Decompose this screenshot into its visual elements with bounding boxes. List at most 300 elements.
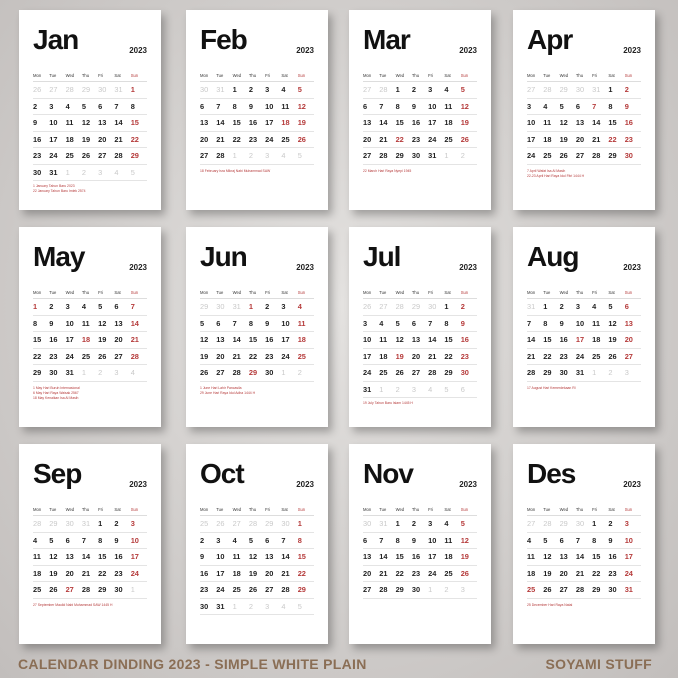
- day-cell: 7: [114, 101, 119, 111]
- weekday-label: Tue: [216, 73, 224, 78]
- weekday-header: [200, 504, 314, 516]
- day-cell: 17: [65, 335, 74, 345]
- day-cell: 28: [592, 151, 601, 161]
- day-cell: 27: [200, 151, 209, 161]
- weekday-label: Sun: [130, 507, 139, 512]
- day-cell: 15: [395, 118, 404, 128]
- day-cell: 29: [559, 519, 568, 529]
- day-cell: 10: [575, 318, 585, 328]
- month-year: 2023: [623, 480, 641, 489]
- weekday-label: Fri: [592, 73, 598, 78]
- weekday-label: Tue: [49, 290, 57, 295]
- day-cell: 1: [232, 85, 237, 95]
- day-cell: 27: [98, 151, 107, 161]
- day-cell: 31: [527, 302, 536, 312]
- week-row: [200, 299, 314, 316]
- weekday-label: Tue: [543, 507, 551, 512]
- week-row: [33, 99, 147, 116]
- weekday-label: Fri: [428, 507, 434, 512]
- day-cell: 13: [216, 335, 225, 345]
- day-cell: 28: [543, 519, 552, 529]
- day-cell: 12: [460, 101, 469, 111]
- day-cell: 28: [395, 302, 404, 312]
- week-row: [527, 99, 641, 116]
- day-cell: 8: [98, 535, 103, 545]
- day-cell: 31: [575, 368, 585, 378]
- day-cell: 1: [543, 302, 548, 312]
- day-cell: 19: [200, 351, 209, 361]
- day-cell: 19: [543, 568, 552, 578]
- month-name: Jan: [33, 24, 79, 55]
- week-row: [200, 599, 314, 616]
- weekday-label: Tue: [379, 290, 387, 295]
- day-cell: 2: [200, 535, 205, 545]
- day-cell: 3: [281, 302, 286, 312]
- weekday-label: Sat: [114, 290, 121, 295]
- month-days-grid: [33, 287, 147, 382]
- day-cell: 23: [411, 134, 421, 144]
- day-cell: 10: [130, 535, 139, 545]
- day-cell: 6: [575, 101, 580, 111]
- day-cell: 27: [527, 85, 536, 95]
- month-card-jun: [186, 227, 328, 427]
- month-year: 2023: [296, 46, 314, 55]
- day-cell: 5: [49, 535, 54, 545]
- day-cell: 7: [527, 318, 532, 328]
- weekday-label: Fri: [592, 290, 598, 295]
- weekday-label: Wed: [232, 290, 242, 295]
- day-cell: 31: [428, 151, 437, 161]
- week-row: [33, 533, 147, 550]
- day-cell: 2: [608, 519, 613, 529]
- day-cell: 8: [543, 318, 548, 328]
- weekday-label: Sat: [281, 73, 288, 78]
- day-cell: 29: [81, 85, 91, 95]
- weekday-label: Thu: [575, 507, 584, 512]
- month-name: Mar: [363, 24, 410, 55]
- week-row: [33, 82, 147, 99]
- day-cell: 25: [592, 351, 601, 361]
- month-card-oct: [186, 444, 328, 644]
- month-name: Aug: [527, 241, 579, 272]
- day-cell: 25: [81, 351, 91, 361]
- day-cell: 22: [297, 568, 306, 578]
- day-cell: 12: [460, 535, 469, 545]
- day-cell: 12: [81, 118, 91, 128]
- week-row: [363, 516, 477, 533]
- day-cell: 24: [130, 568, 139, 578]
- day-cell: 4: [114, 167, 119, 177]
- weekday-label: Sun: [460, 73, 469, 78]
- day-cell: 21: [379, 134, 388, 144]
- day-cell: 28: [379, 585, 388, 595]
- day-cell: 28: [216, 151, 225, 161]
- day-cell: 26: [608, 351, 617, 361]
- day-cell: 2: [297, 368, 302, 378]
- weekday-label: Thu: [575, 290, 584, 295]
- day-cell: 5: [460, 85, 465, 95]
- month-days-grid: [527, 504, 641, 599]
- month-card-apr: [513, 10, 655, 210]
- day-cell: 4: [527, 535, 532, 545]
- day-cell: 30: [559, 368, 568, 378]
- week-row: [33, 316, 147, 333]
- weekday-label: Sun: [130, 73, 139, 78]
- day-cell: 7: [575, 535, 580, 545]
- day-cell: 6: [363, 535, 368, 545]
- day-cell: 19: [559, 134, 568, 144]
- day-cell: 25: [543, 151, 552, 161]
- day-cell: 6: [363, 101, 368, 111]
- day-cell: 10: [527, 118, 536, 128]
- weekday-label: Wed: [559, 73, 569, 78]
- day-cell: 5: [444, 384, 449, 394]
- day-cell: 24: [575, 351, 585, 361]
- day-cell: 9: [411, 535, 416, 545]
- day-cell: 22: [33, 351, 42, 361]
- day-cell: 13: [363, 118, 372, 128]
- day-cell: 30: [411, 585, 421, 595]
- day-cell: 21: [592, 134, 601, 144]
- day-cell: 1: [592, 368, 597, 378]
- week-row: [200, 516, 314, 533]
- day-cell: 22: [444, 351, 453, 361]
- day-cell: 14: [428, 335, 437, 345]
- day-cell: 2: [411, 519, 416, 529]
- day-cell: 22: [395, 134, 404, 144]
- day-cell: 25: [527, 585, 536, 595]
- week-row: [200, 533, 314, 550]
- month-name: Feb: [200, 24, 247, 55]
- day-cell: 6: [65, 535, 70, 545]
- week-row: [33, 566, 147, 583]
- day-cell: 14: [379, 552, 388, 562]
- weekday-label: Mon: [363, 507, 372, 512]
- weekday-label: Mon: [200, 290, 209, 295]
- day-cell: 11: [232, 552, 241, 562]
- day-cell: 27: [49, 85, 58, 95]
- day-cell: 10: [281, 318, 290, 328]
- day-cell: 8: [608, 101, 613, 111]
- week-row: [363, 132, 477, 149]
- day-cell: 26: [248, 585, 258, 595]
- day-cell: 28: [130, 351, 139, 361]
- week-row: [363, 365, 477, 382]
- weekday-label: Thu: [411, 73, 420, 78]
- day-cell: 11: [444, 101, 453, 111]
- day-cell: 11: [379, 335, 388, 345]
- weekday-label: Fri: [265, 73, 271, 78]
- weekday-header: [200, 70, 314, 82]
- day-cell: 1: [65, 167, 70, 177]
- month-days-grid: [527, 70, 641, 165]
- day-cell: 26: [49, 585, 58, 595]
- month-year: 2023: [459, 480, 477, 489]
- month-days-grid: [363, 287, 477, 398]
- day-cell: 20: [559, 568, 568, 578]
- day-cell: 17: [575, 335, 585, 345]
- weekday-label: Mon: [200, 73, 209, 78]
- day-cell: 27: [114, 351, 123, 361]
- day-cell: 18: [444, 552, 453, 562]
- weekday-label: Wed: [395, 290, 405, 295]
- day-cell: 11: [297, 318, 306, 328]
- day-cell: 24: [363, 368, 372, 378]
- day-cell: 18: [444, 118, 453, 128]
- holiday-note: 29 June Hari Raya Idul Adha 1444 H: [200, 390, 256, 395]
- day-cell: 31: [379, 519, 388, 529]
- day-cell: 7: [592, 101, 597, 111]
- holiday-note: 7 April Wafat Isa Al Masih: [527, 168, 566, 173]
- day-cell: 1: [281, 368, 286, 378]
- day-cell: 25: [65, 151, 74, 161]
- day-cell: 5: [248, 535, 253, 545]
- day-cell: 18: [232, 568, 241, 578]
- weekday-label: Tue: [379, 73, 387, 78]
- day-cell: 22: [543, 351, 552, 361]
- weekday-label: Mon: [363, 73, 372, 78]
- day-cell: 9: [411, 101, 416, 111]
- day-cell: 29: [592, 585, 601, 595]
- day-cell: 29: [395, 585, 404, 595]
- day-cell: 31: [81, 519, 91, 529]
- holiday-note: 1 January Tahun Baru 2023: [33, 184, 75, 188]
- weekday-label: Wed: [232, 507, 242, 512]
- weekday-label: Fri: [98, 290, 104, 295]
- day-cell: 28: [543, 85, 552, 95]
- day-cell: 30: [49, 368, 58, 378]
- day-cell: 6: [460, 384, 465, 394]
- weekday-header: [200, 287, 314, 299]
- day-cell: 9: [49, 318, 54, 328]
- weekday-label: Sat: [444, 73, 451, 78]
- holiday-note: 25 December Hari Raya Natal: [527, 602, 573, 607]
- day-cell: 13: [98, 118, 107, 128]
- weekday-label: Mon: [527, 73, 536, 78]
- day-cell: 30: [265, 368, 274, 378]
- day-cell: 10: [216, 552, 225, 562]
- day-cell: 22: [608, 134, 617, 144]
- weekday-header: [363, 287, 477, 299]
- day-cell: 14: [232, 335, 241, 345]
- day-cell: 6: [216, 318, 221, 328]
- day-cell: 16: [460, 335, 469, 345]
- holiday-notes: [33, 386, 151, 401]
- day-cell: 19: [49, 568, 58, 578]
- day-cell: 2: [624, 85, 629, 95]
- day-cell: 29: [98, 585, 107, 595]
- day-cell: 14: [130, 318, 139, 328]
- day-cell: 18: [81, 335, 91, 345]
- day-cell: 31: [624, 585, 633, 595]
- weekday-label: Wed: [395, 507, 405, 512]
- day-cell: 12: [559, 118, 568, 128]
- day-cell: 28: [33, 519, 42, 529]
- day-cell: 14: [379, 118, 388, 128]
- day-cell: 16: [265, 335, 274, 345]
- day-cell: 17: [216, 568, 225, 578]
- holiday-note: 18 May Kenaikan Isa Al Masih: [33, 395, 79, 400]
- day-cell: 2: [559, 302, 564, 312]
- day-cell: 3: [98, 167, 103, 177]
- weekday-label: Sat: [281, 290, 288, 295]
- day-cell: 20: [411, 351, 421, 361]
- day-cell: 15: [33, 335, 42, 345]
- day-cell: 9: [248, 101, 253, 111]
- day-cell: 27: [559, 585, 568, 595]
- day-cell: 21: [114, 134, 123, 144]
- day-cell: 19: [460, 552, 469, 562]
- day-cell: 11: [527, 552, 535, 562]
- month-name: Sep: [33, 458, 82, 489]
- day-cell: 8: [232, 101, 237, 111]
- day-cell: 27: [379, 302, 388, 312]
- day-cell: 10: [49, 118, 58, 128]
- week-row: [363, 82, 477, 99]
- day-cell: 8: [248, 318, 253, 328]
- day-cell: 15: [444, 335, 453, 345]
- day-cell: 27: [232, 519, 241, 529]
- holiday-notes: [527, 169, 645, 179]
- day-cell: 31: [592, 85, 601, 95]
- day-cell: 12: [49, 552, 58, 562]
- day-cell: 2: [460, 302, 465, 312]
- day-cell: 30: [624, 151, 633, 161]
- weekday-label: Sat: [444, 290, 451, 295]
- day-cell: 5: [297, 601, 302, 611]
- day-cell: 20: [114, 335, 123, 345]
- day-cell: 1: [232, 601, 237, 611]
- weekday-label: Thu: [81, 290, 90, 295]
- day-cell: 16: [608, 552, 617, 562]
- day-cell: 20: [265, 568, 274, 578]
- week-row: [200, 365, 314, 382]
- month-days-grid: [200, 287, 314, 382]
- week-row: [363, 115, 477, 132]
- day-cell: 22: [130, 134, 139, 144]
- day-cell: 26: [81, 151, 91, 161]
- day-cell: 3: [265, 85, 270, 95]
- week-row: [33, 549, 147, 566]
- day-cell: 16: [559, 335, 568, 345]
- month-card-aug: [513, 227, 655, 427]
- day-cell: 5: [460, 519, 465, 529]
- day-cell: 30: [216, 302, 225, 312]
- week-row: [363, 582, 477, 599]
- holiday-note: 22 January Tahun Baru Imlek 2574: [33, 189, 86, 193]
- day-cell: 24: [265, 134, 274, 144]
- day-cell: 21: [379, 568, 388, 578]
- week-row: [33, 516, 147, 533]
- day-cell: 4: [81, 302, 86, 312]
- day-cell: 30: [608, 585, 617, 595]
- day-cell: 17: [527, 134, 536, 144]
- month-name: Apr: [527, 24, 573, 55]
- weekday-label: Sun: [624, 507, 633, 512]
- week-row: [33, 582, 147, 599]
- day-cell: 26: [559, 151, 568, 161]
- day-cell: 20: [363, 134, 372, 144]
- day-cell: 18: [543, 134, 552, 144]
- day-cell: 1: [428, 585, 433, 595]
- day-cell: 14: [527, 335, 536, 345]
- day-cell: 3: [65, 302, 70, 312]
- day-cell: 18: [527, 568, 536, 578]
- week-row: [527, 148, 641, 165]
- week-row: [33, 115, 147, 132]
- day-cell: 11: [281, 101, 290, 111]
- day-cell: 1: [592, 519, 597, 529]
- day-cell: 4: [444, 519, 449, 529]
- day-cell: 26: [460, 134, 469, 144]
- day-cell: 5: [559, 101, 564, 111]
- week-row: [363, 99, 477, 116]
- holiday-note: 17 August Hari Kemerdekaan RI: [527, 385, 576, 390]
- month-card-feb: [186, 10, 328, 210]
- day-cell: 21: [575, 568, 585, 578]
- weekday-header: [527, 70, 641, 82]
- weekday-label: Sun: [624, 290, 633, 295]
- weekday-label: Wed: [65, 290, 75, 295]
- day-cell: 21: [81, 568, 91, 578]
- day-cell: 7: [428, 318, 433, 328]
- holiday-note: 6 May Hari Raya Waisak 2567: [33, 390, 79, 395]
- month-year: 2023: [296, 263, 314, 272]
- day-cell: 14: [575, 552, 585, 562]
- day-cell: 19: [608, 335, 617, 345]
- day-cell: 8: [395, 101, 400, 111]
- day-cell: 1: [444, 151, 449, 161]
- day-cell: 23: [265, 351, 274, 361]
- day-cell: 29: [248, 368, 258, 378]
- month-name: Des: [527, 458, 576, 489]
- day-cell: 9: [114, 535, 119, 545]
- month-card-jul: [349, 227, 491, 427]
- week-row: [200, 132, 314, 149]
- day-cell: 28: [65, 85, 74, 95]
- day-cell: 30: [65, 519, 74, 529]
- week-row: [527, 582, 641, 599]
- weekday-label: Tue: [543, 290, 551, 295]
- month-year: 2023: [129, 480, 147, 489]
- day-cell: 4: [130, 368, 135, 378]
- day-cell: 3: [49, 101, 54, 111]
- day-cell: 7: [281, 535, 286, 545]
- day-cell: 28: [81, 585, 91, 595]
- week-row: [363, 349, 477, 366]
- month-card-nov: [349, 444, 491, 644]
- weekday-label: Fri: [428, 73, 434, 78]
- day-cell: 3: [624, 519, 629, 529]
- day-cell: 12: [98, 318, 107, 328]
- day-cell: 30: [33, 167, 42, 177]
- day-cell: 16: [411, 118, 421, 128]
- day-cell: 23: [248, 134, 258, 144]
- weekday-header: [527, 504, 641, 516]
- month-name: Oct: [200, 458, 244, 489]
- week-row: [363, 332, 477, 349]
- weekday-label: Wed: [559, 507, 569, 512]
- day-cell: 30: [114, 585, 123, 595]
- weekday-header: [363, 70, 477, 82]
- week-row: [200, 549, 314, 566]
- day-cell: 13: [200, 118, 209, 128]
- day-cell: 1: [130, 585, 135, 595]
- day-cell: 13: [559, 552, 568, 562]
- day-cell: 26: [460, 568, 469, 578]
- weekday-label: Fri: [428, 290, 434, 295]
- day-cell: 10: [363, 335, 372, 345]
